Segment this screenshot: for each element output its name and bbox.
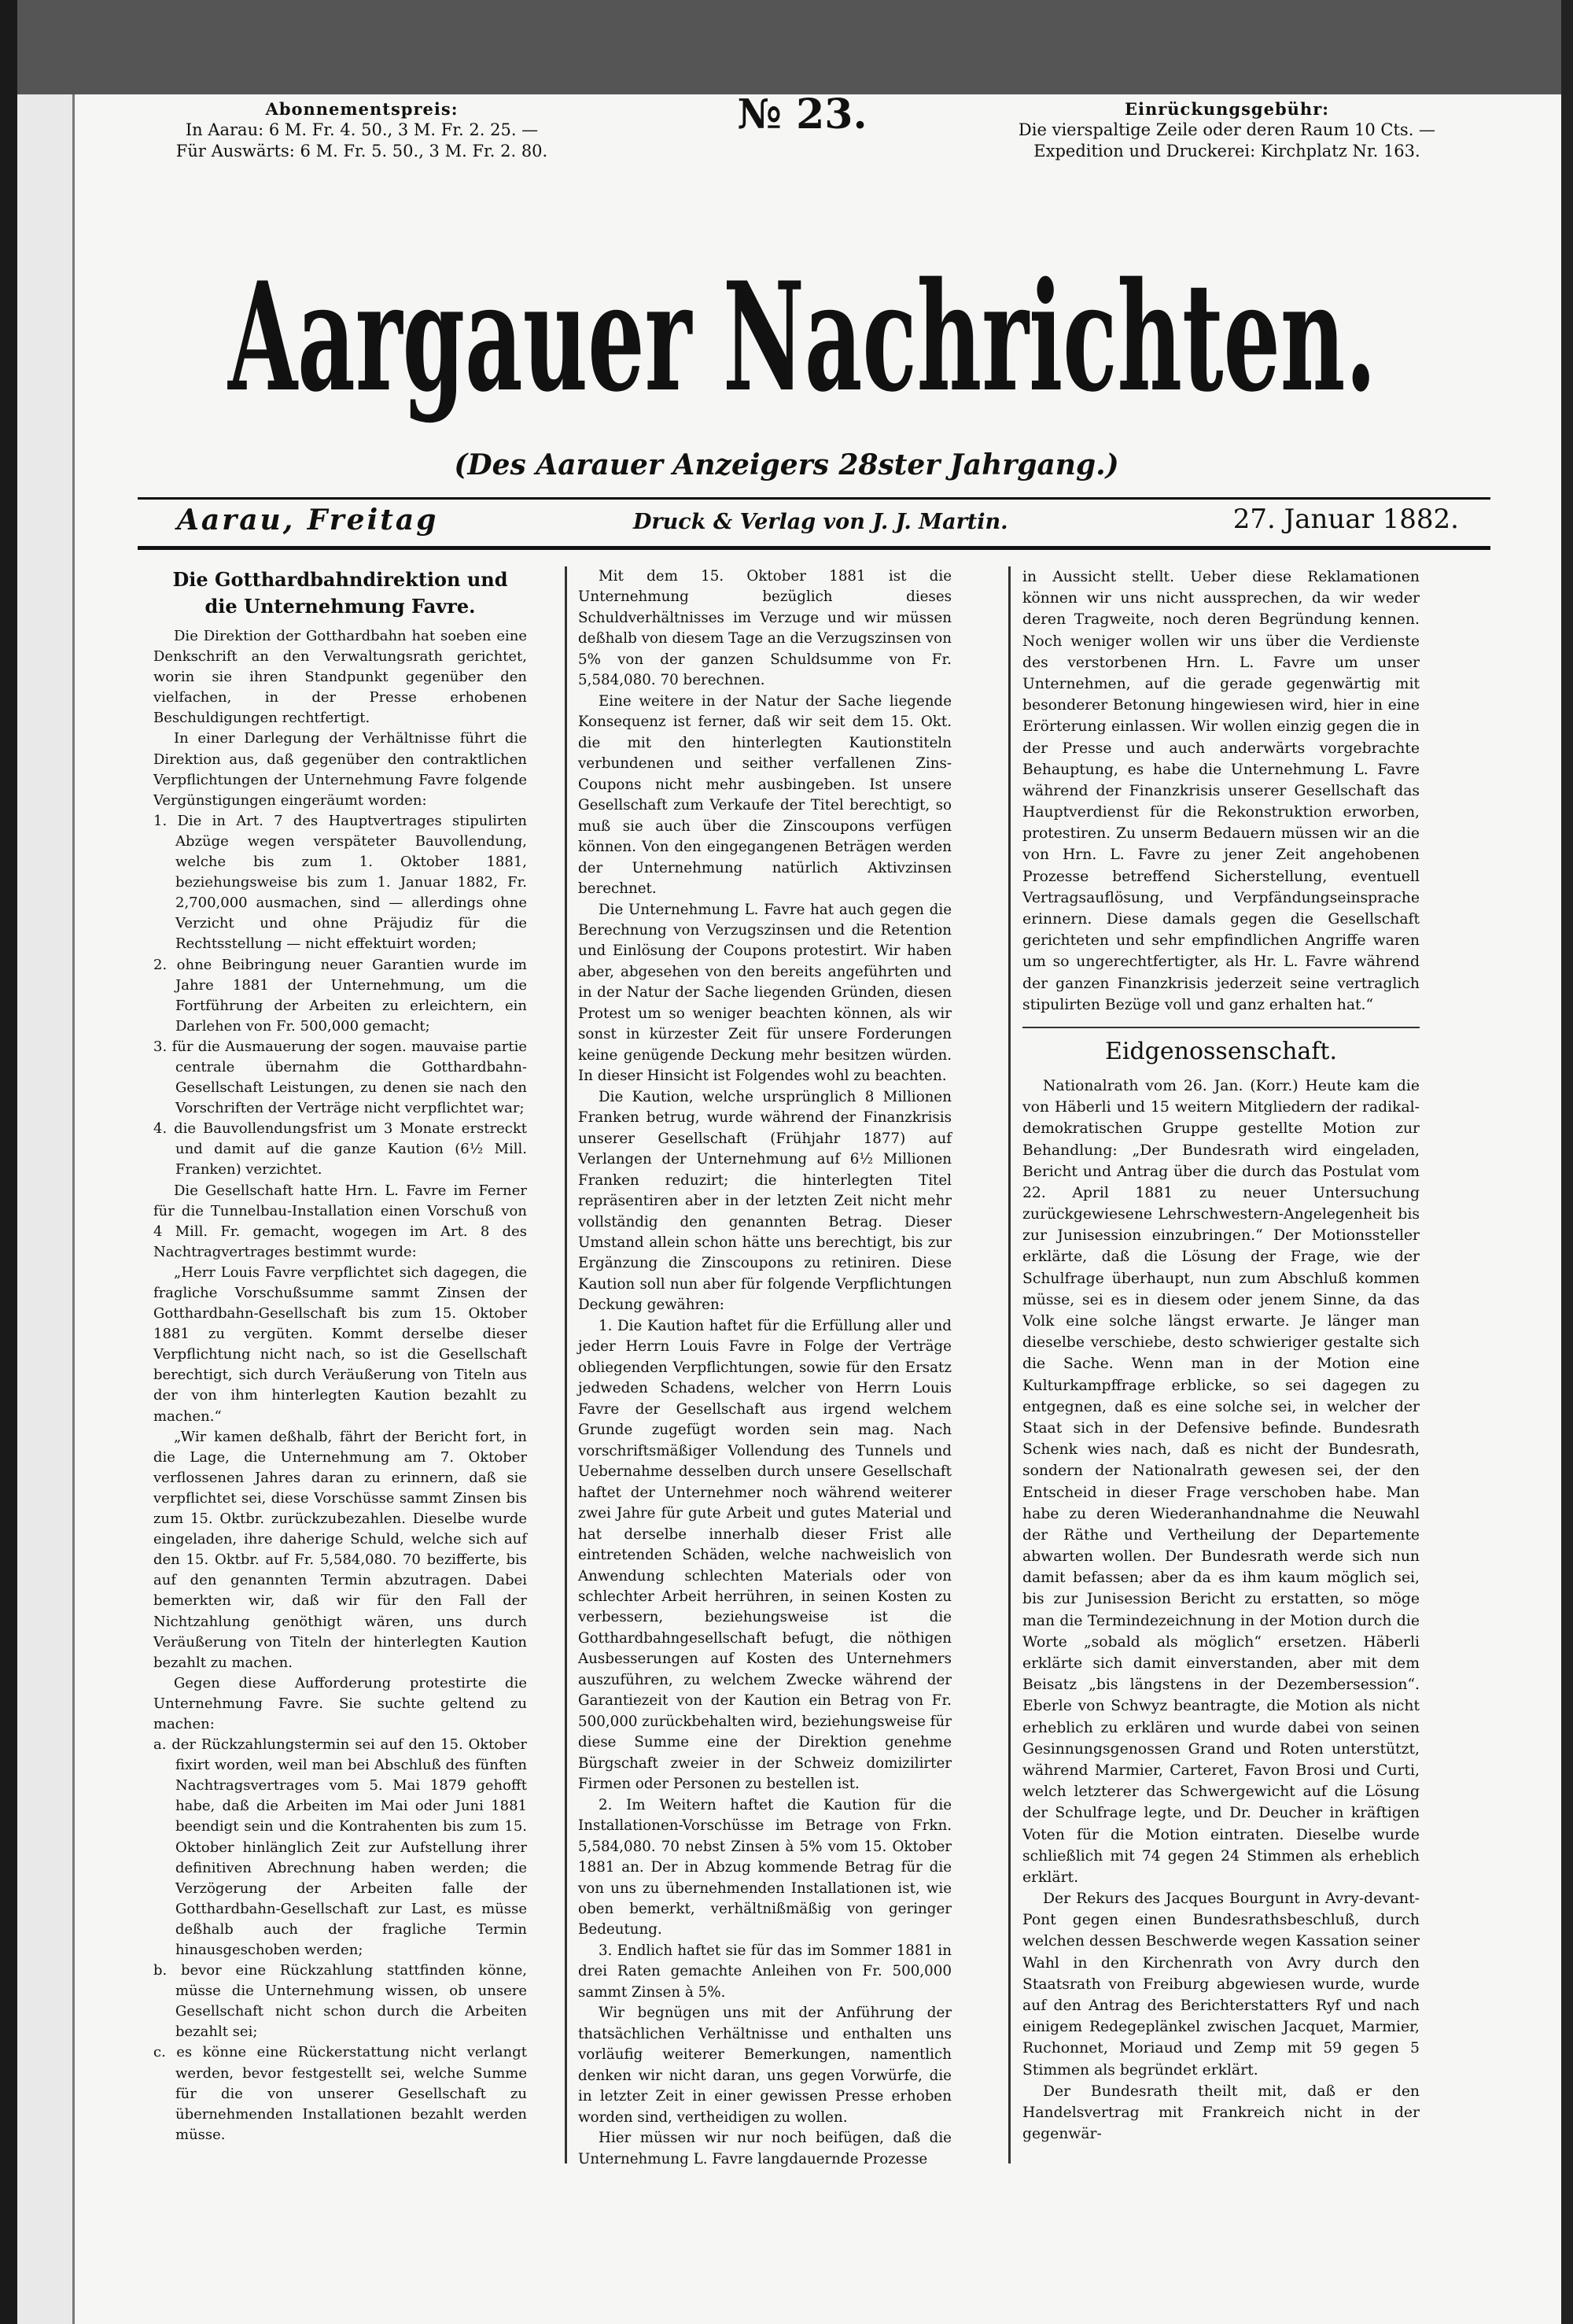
scan-border-left xyxy=(0,0,17,2324)
list-item: 4. die Bauvollendungsfrist um 3 Monate erstreckt und damit auf die ganze Kaution (6½ Mill. Franken) verzichtet. xyxy=(153,1120,527,1179)
masthead-rule-bottom xyxy=(138,546,1490,550)
column-rule-2 xyxy=(1008,566,1011,2164)
paragraph: In einer Darlegung der Verhältnisse führt die Direktion aus, daß gegenüber den contraktlichen Verpflichtungen der Unternehmung Favre folgende Vergünstigungen eingeräumt worden: xyxy=(153,730,527,809)
list-item: b. bevor eine Rückzahlung stattfinden könne, müsse die Unternehmung wissen, ob unsere Gesellschaft nicht schon durch die Arbeiten bezahlt sei; xyxy=(153,1962,527,2041)
ad-fee-line-2: Expedition und Druckerei: Kirchplatz Nr. 163. xyxy=(1033,142,1420,160)
ad-fee-label: Einrückungsgebühr: xyxy=(1124,99,1330,119)
paragraph: Die Direktion der Gotthardbahn hat soeben eine Denkschrift an den Verwaltungsrath gerichtet, worin sie ihren Standpunkt gegenüber den vielfachen, in der Presse erhobenen Beschuldigungen rechtfertigt. xyxy=(153,628,527,727)
masthead xyxy=(212,244,1392,441)
paragraph: 2. Im Weitern haftet die Kaution für die Installationen-Vorschüsse im Betrage von Frkn. 5,584,080. 70 nebst Zinsen à 5% vom 15. Oktober 1881 an. Der in Abzug kommende Betrag für die von uns zu übernehmenden Installationen ist, wie oben bemerkt, verhältnißmäßig von geringer Bedeutung. xyxy=(578,1796,952,1939)
paragraph: Die Gesellschaft hatte Hrn. L. Favre im Ferner für die Tunnelbau-Installation einen Vorschuß von 4 Mill. Fr. gemacht, wogegen im Art. 8 des Nachtragvertrages bestimmt wurde: xyxy=(153,1182,527,1260)
paragraph: 1. Die Kaution haftet für die Erfüllung aller und jeder Herrn Louis Favre in Folge der Verträge obliegenden Verpflichtungen, sowie für den Ersatz jedweden Schadens, welcher von Herrn Louis Favre der Gesellschaft aus irgend welchem Grunde zugefügt worden sein mag. Nach vorschriftsmäßiger Vollendung des Tunnels und Uebernahme desselben durch unsere Gesellschaft haftet der Unternehmer noch während weiterer zwei Jahre für gute Arbeit und gutes Material und hat derselbe innerhalb dieser Frist alle eintretenden Schäden, welche nachweislich von Anwendung schlechten Materials oder von schlechter Arbeit herrühren, in seinen Kosten zu verbessern, beziehungsweise ist die Gotthardbahngesellschaft befugt, die nöthigen Ausbesserungen auf Kosten des Unternehmers auszuführen, zu welchem Zwecke während der Garantiezeit von der Kaution ein Betrag von Fr. 500,000 zurückbehalten wird, beziehungsweise für diese Summe eine der Direktion genehme Bürgschaft zweier in der Schweiz domizilirter Firmen oder Personen zu bestellen ist. xyxy=(578,1317,952,1793)
section-title: Eidgenossenschaft. xyxy=(1022,1027,1420,1068)
paragraph: in Aussicht stellt. Ueber diese Reklamationen können wir uns nicht aussprechen, da wir weder deren Tragweite, noch deren Begründung kennen. Noch weniger wollen wir uns über die Verdienste des verstorbenen Hrn. L. Favre um unser Unternehmen, auf die gerade gegenwärtig mit besonderer Betonung hingewiesen wird, hier in eine Erörterung einlassen. Wir wollen einzig gegen die in der Presse und auch anderwärts vorgebrachte Behauptung, es habe die Unternehmung L. Favre während der Finanzkrisis unserer Gesellschaft das Hauptverdienst für die Rekonstruktion erworben, protestiren. Zu unserm Bedauern müssen wir an die von Hrn. L. Favre zu jener Zeit angehobenen Prozesse betreffend Sicherstellung, eventuell Vertragsauflösung, und Verpfändungseinsprache erinnern. Diese damals gegen die Gesellschaft gerichteten und sehr empfindlichen Angriffe waren um so ungerechtfertigter, als Hr. L. Favre während der ganzen Finanzkrisis jederzeit seine vertraglich stipulirten Bezüge voll und ganz erhalten hat.“ xyxy=(1022,569,1420,1013)
paragraph: Der Bundesrath theilt mit, daß er den Handelsvertrag mit Frankreich nicht in der gegenwär- xyxy=(1022,2082,1420,2143)
subscription-line-2: Für Auswärts: 6 M. Fr. 5. 50., 3 M. Fr. 2. 80. xyxy=(175,142,548,160)
dateline-date: 27. Januar 1882. xyxy=(1232,504,1459,535)
masthead-rule-top xyxy=(138,497,1490,500)
ad-fee-line-1: Die vierspaltige Zeile oder deren Raum 10 Cts. — xyxy=(1018,120,1436,139)
paragraph: 3. Endlich haftet sie für das im Sommer 1881 in drei Raten gemachte Anleihen von Fr. 500,000 sammt Zinsen à 5%. xyxy=(578,1942,952,2001)
dateline-printer: Druck & Verlag von J. J. Martin. xyxy=(633,510,1008,534)
masthead-title-svg xyxy=(212,244,1392,441)
column-3 xyxy=(1022,566,1420,2145)
list-item: 1. Die in Art. 7 des Hauptvertrages stipulirten Abzüge wegen verspäteter Bauvollendung, welche bis zum 1. Oktober 1881, beziehungsweise bis zum 1. Januar 1882, Fr. 2,700,000 ausmachen, sind — allerdings ohne Verzicht und ohne Präjudiz für die Rechtsstellung — nicht effektuirt worden; xyxy=(153,812,527,953)
subscription-box xyxy=(110,98,613,162)
list-item: 3. für die Ausmauerung der sogen. mauvaise partie centrale übernahm die Gotthardbahn-Gesellschaft Leistungen, zu denen sie nach den Vorschriften der Verträge nicht verpflichtet war; xyxy=(153,1038,527,1117)
subscription-label: Abonnementspreis: xyxy=(265,99,459,119)
paragraph: Die Kaution, welche ursprünglich 8 Millionen Franken betrug, wurde während der Finanzkrisis unserer Gesellschaft (Frühjahr 1877) auf Verlangen der Unternehmung auf 6½ Millionen Franken reduzirt; die hinterlegten Titel repräsentiren aber in der letzten Zeit nicht mehr vollständig den genannten Betrag. Dieser Umstand allein schon hätte uns berechtigt, bis zur Ergänzung die Zinscoupons zu retiniren. Diese Kaution soll nun aber für folgende Verpflichtungen Deckung gewähren: xyxy=(578,1088,952,1314)
paragraph: Wir begnügen uns mit der Anführung der thatsächlichen Verhältnisse und enthalten uns vorläufig weiterer Bemerkungen, namentlich denken wir nicht daran, uns gegen Vorwürfe, die in letzter Zeit in einer gewissen Presse erhoben worden sind, vertheidigen zu wollen. xyxy=(578,2005,952,2126)
paragraph: Nationalrath vom 26. Jan. (Korr.) Heute kam die von Häberli und 15 weitern Mitgliedern der radikal-demokratischen Gruppe gestellte Motion zur Behandlung: „Der Bundesrath wird eingeladen, Bericht und Antrag über die durch das Postulat vom 22. April 1881 zu neuer Untersuchung zurückgewiesene Lehrschwestern-Angelegenheit bis zur Junisession einzubringen.“ Der Motionssteller erklärte, daß die Lösung der Frage, wie der Schulfrage überhaupt, nun zum Abschluß kommen müsse, sei es in diesem oder jenem Sinne, da das Volk eine solche längst erwarte. Je länger man dieselbe verschiebe, desto schwieriger gestalte sich die Sache. Wenn man in der Motion eine Kulturkampffrage erblicke, so sei dagegen zu entgegnen, daß es eine solche sei, in welcher der Staat sich in der Defensive befinde. Bundesrath Schenk wies nach, daß es nicht der Bundesrath, sondern der Nationalrath gewesen sei, der den Entscheid in dieser Frage verschoben habe. Man habe zu deren Wiederanhandnahme die Neuwahl der Räthe und Vertheilung der Departemente abwarten wollen. Der Bundesrath werde sich nun damit befassen; aber da es ihm kaum möglich sei, bis zur Junisession Bericht zu erstatten, so möge man die Termindezeichnung in der Motion durch die Worte „sobald als möglich“ ersetzen. Häberli erklärte sich damit einverstanden, aber mit dem Beisatz „bis längstens in der Dezembersession“. Eberle von Schwyz beantragte, die Motion als nicht erheblich zu erklären und wurde dabei von seinen Gesinnungsgenossen Grand und Roten unterstützt, während Marmier, Carteret, Favon Brosi und Curti, welch letzterer das Schwergewicht auf die Lösung der Schulfrage legte, und Dr. Deucher in kräftigen Voten für die Motion eintraten. Dieselbe wurde schließlich mit 74 gegen 24 Stimmen als erheblich erklärt. xyxy=(1022,1077,1420,1886)
list-item: a. der Rückzahlungstermin sei auf den 15. Oktober fixirt worden, weil man bei Abschluß des fünften Nachtragsvertrages vom 5. Mai 1879 gehofft habe, daß die Arbeiten im Mai oder Juni 1881 beendigt sein und die Kontrahenten bis zum 15. Oktober hinlänglich Zeit zur Aufstellung ihrer definitiven Abrechnung haben werden; die Verzögerung der Arbeiten falle der Gotthardbahn-Gesellschaft zur Last, es müsse deßhalb auch der fragliche Termin hinausgeschoben werden; xyxy=(153,1736,527,1958)
previous-page-edge xyxy=(17,94,75,2324)
quote-paragraph: „Herr Louis Favre verpflichtet sich dagegen, die fragliche Vorschußsumme sammt Zinsen der Gotthardbahn-Gesellschaft bis zum 15. Oktober 1881 zu vergüten. Kommt derselbe dieser Verpflichtung nicht nach, so ist die Gesellschaft berechtigt, sich durch Veräußerung von Titeln aus der von ihm hinterlegten Kaution bezahlt zu machen.“ xyxy=(153,1263,527,1425)
masthead-title: Aargauer Nachrichten. xyxy=(227,249,1377,425)
article-title: Die Gotthardbahndirektion und die Unternehmung Favre. xyxy=(172,568,508,618)
paragraph: Mit dem 15. Oktober 1881 ist die Unternehmung bezüglich dieses Schuldverhältnisses im Verzuge und wir müssen deßhalb von diesem Tage an die Verzugszinsen von 5% von der ganzen Schuldsumme von Fr. 5,584,080. 70 berechnen. xyxy=(578,568,952,689)
paragraph: Der Rekurs des Jacques Bourgunt in Avry-devant-Pont gegen einen Bundesrathsbeschluß, durch welchen dessen Beschwerde wegen Kassation seiner Wahl in den Kirchenrath von Avry durch den Staatsrath von Freiburg abgewiesen wurde, wurde auf den Antrag des Berichterstatters Ryf und nach einigem Redegeplänkel zwischen Jacquet, Marmier, Ruchonnet, Moriaud und Zemp mit 59 gegen 5 Stimmen als begründet erklärt. xyxy=(1022,1891,1420,2079)
dateline xyxy=(138,504,1490,543)
column-1 xyxy=(153,566,527,2145)
subscription-line-1: In Aarau: 6 M. Fr. 4. 50., 3 M. Fr. 2. 25. — xyxy=(185,120,539,139)
scan-border-right xyxy=(1561,0,1573,2324)
ad-fee-box xyxy=(956,98,1498,162)
paragraph: Die Unternehmung L. Favre hat auch gegen die Berechnung von Verzugszinsen und die Retention und Einlösung der Coupons protestirt. Wir haben aber, abgesehen von den bereits angeführten und in der Natur der Sache liegenden Gründen, diesen Protest um so weniger beachten können, als wir sonst in kürzester Zeit für unsere Forderungen keine genügende Deckung mehr besitzen würden. In dieser Hinsicht ist Folgendes wohl zu beachten. xyxy=(578,901,952,1085)
paragraph: Eine weitere in der Natur der Sache liegende Konsequenz ist ferner, daß wir seit dem 15. Okt. die mit den hinterlegten Kautionstiteln verbundenen und seither verfallenen Zins-Coupons nicht mehr ausbingeben. Ist unsere Gesellschaft zum Verkaufe der Titel berechtigt, so muß sie auch über die Zinscoupons verfügen können. Von den eingegangenen Beträgen werden der Unternehmung natürlich Aktivzinsen berechnet. xyxy=(578,692,952,898)
column-rule-1 xyxy=(565,566,567,2164)
list-item: c. es könne eine Rückerstattung nicht verlangt werden, bevor festgestellt sei, welche Summe für die von unserer Gesellschaft zu übernehmenden Installationen bezahlt werden müsse. xyxy=(153,2044,527,2143)
issue-number: № 23. xyxy=(737,90,868,138)
paragraph: Gegen diese Aufforderung protestirte die Unternehmung Favre. Sie suchte geltend zu machen: xyxy=(153,1674,527,1732)
column-2 xyxy=(578,566,952,2170)
list-item: 2. ohne Beibringung neuer Garantien wurde im Jahre 1881 der Unternehmung, um die Fortführung der Arbeiten zu erleichtern, ein Darlehen von Fr. 500,000 gemacht; xyxy=(153,956,527,1035)
subtitle: (Des Aarauer Anzeigers 28ster Jahrgang.) xyxy=(454,448,1119,481)
paragraph: Hier müssen wir nur noch beifügen, daß die Unternehmung L. Favre langdauernde Prozesse xyxy=(578,2130,952,2167)
dateline-place-day: Aarau, Freitag xyxy=(177,504,439,537)
quote-paragraph: „Wir kamen deßhalb, fährt der Bericht fort, in die Lage, die Unternehmung am 7. Oktober verflossenen Jahres daran zu erinnern, daß sie verpflichtet sei, diese Vorschüsse sammt Zinsen bis zum 15. Oktbr. zurückzubezahlen. Dieselbe wurde eingeladen, ihre daherige Schuld, welche sich auf den 15. Oktbr. auf Fr. 5,584,080. 70 bezifferte, bis auf den genannten Termin abzutragen. Dabei bemerkten wir, daß wir für den Fall der Nichtzahlung genöthigt wären, uns durch Veräußerung von Titeln der hinterlegten Kaution bezahlt zu machen. xyxy=(153,1428,527,1671)
